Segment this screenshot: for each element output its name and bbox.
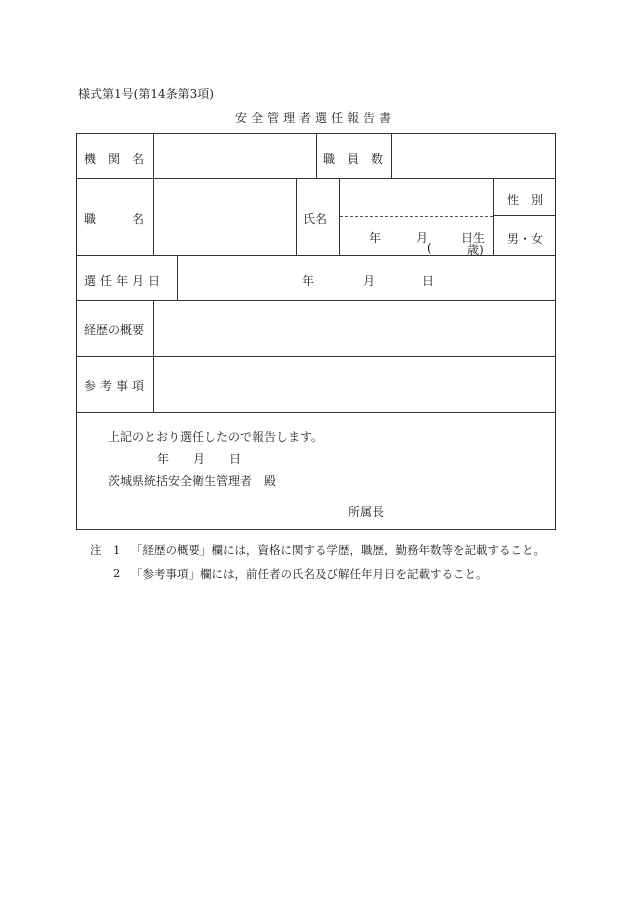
birth-year-label: 年 xyxy=(369,231,382,245)
note-2-text: 「参考事項」欄には，前任者の氏名及び解任年月日を記載すること。 xyxy=(131,567,488,581)
name-dashed-line xyxy=(340,216,493,217)
appointment-year-label: 年 xyxy=(302,274,315,288)
remarks-label: 参考事項 xyxy=(84,379,149,393)
name-label: 氏名 xyxy=(303,212,328,226)
column-divider xyxy=(391,134,392,178)
signer-label: 所属長 xyxy=(348,505,385,519)
column-divider xyxy=(153,134,154,178)
column-divider xyxy=(339,178,340,255)
column-divider xyxy=(316,134,317,178)
career-label: 経歴の概要 xyxy=(84,323,145,337)
report-form-table xyxy=(76,133,556,530)
note-1-number: 注 1 xyxy=(90,543,121,557)
report-date-day: 日 xyxy=(229,452,242,466)
row-divider xyxy=(77,412,555,413)
gender-divider xyxy=(494,215,555,216)
row-divider xyxy=(77,300,555,301)
form-number: 様式第1号(第14条第3項) xyxy=(78,87,214,101)
agency-label: 機 関 名 xyxy=(84,152,145,166)
row-divider xyxy=(77,356,555,357)
staff-count-label: 職 員 数 xyxy=(323,152,384,166)
position-label: 職 名 xyxy=(84,212,145,226)
column-divider xyxy=(177,255,178,300)
appointment-month-label: 月 xyxy=(363,274,376,288)
addressee: 茨城県統括安全衛生管理者 殿 xyxy=(108,474,277,488)
note-1-text: 「経歴の概要」欄には，資格に関する学歴，職歴，勤務年数等を記載すること。 xyxy=(131,543,545,557)
document-title: 安全管理者選任報告書 xyxy=(234,111,395,125)
column-divider xyxy=(296,178,297,255)
column-divider xyxy=(153,300,154,412)
appointment-date-label: 選任年月日 xyxy=(84,274,165,288)
appointment-day-label: 日 xyxy=(422,274,435,288)
gender-label: 性 別 xyxy=(507,193,544,207)
column-divider xyxy=(153,178,154,255)
age-open-paren: ( xyxy=(427,241,432,255)
report-date-month: 月 xyxy=(193,452,206,466)
gender-options: 男・女 xyxy=(507,232,544,246)
birth-day-label: 日生 xyxy=(461,231,486,245)
report-date-year: 年 xyxy=(157,452,170,466)
note-2-number: 2 xyxy=(113,566,121,580)
report-statement: 上記のとおり選任したので報告します。 xyxy=(108,430,324,444)
birth-month-label: 月 xyxy=(416,231,429,245)
row-divider xyxy=(77,178,555,179)
age-label: 歳) xyxy=(467,243,484,257)
column-divider xyxy=(493,178,494,255)
